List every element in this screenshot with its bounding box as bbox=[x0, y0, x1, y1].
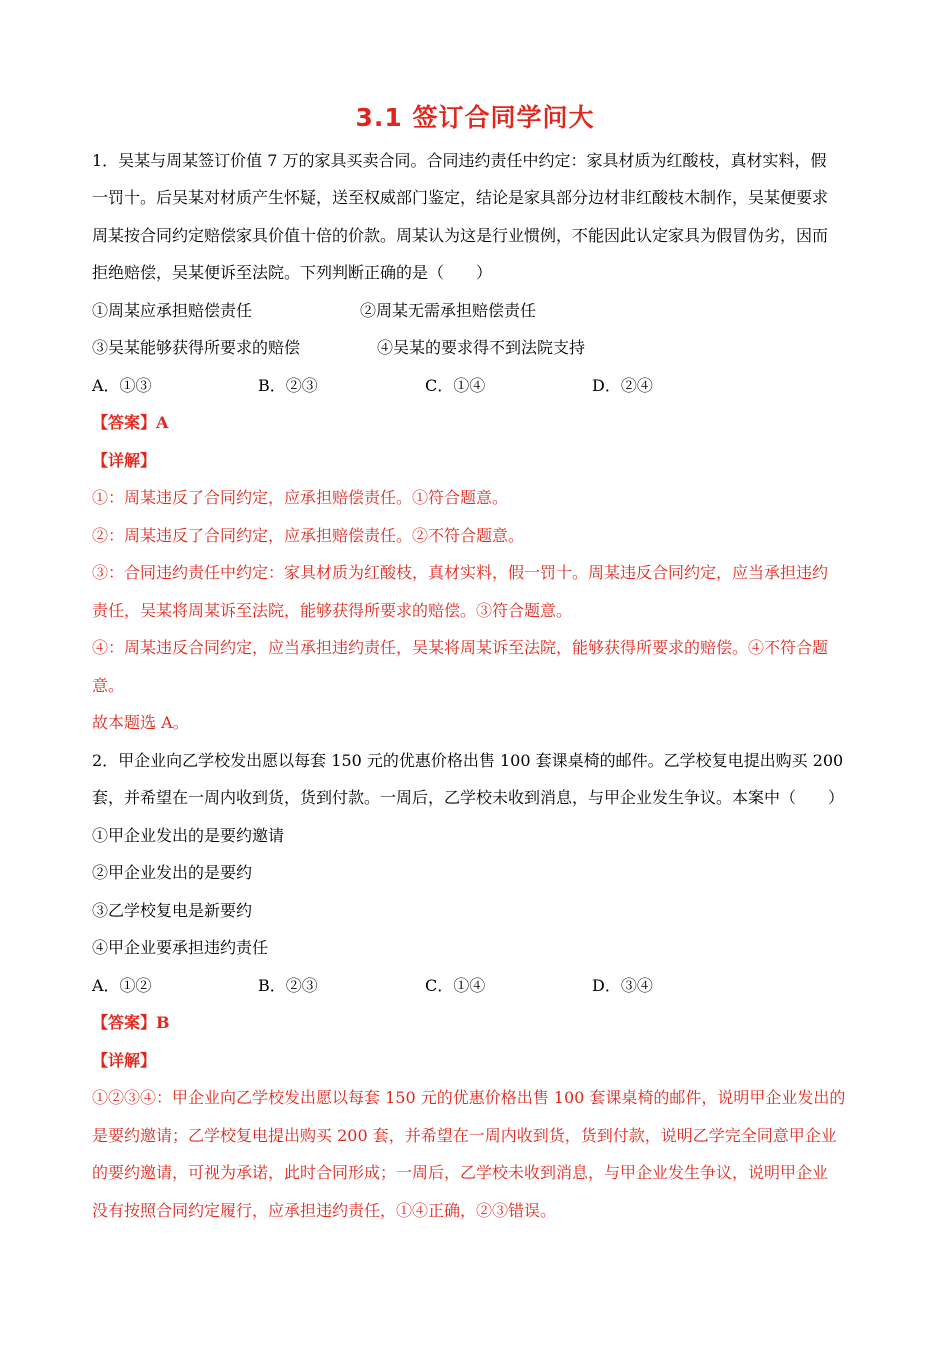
q2-choice-c: C．①④ bbox=[425, 976, 486, 995]
q2-stem-line: 套，并希望在一周内收到货，货到付款。一周后，乙学校未收到消息，与甲企业发生争议。本案中（ ） bbox=[92, 788, 845, 807]
q1-conclusion: 故本题选 A。 bbox=[92, 713, 189, 732]
q1-detail-line: ③：合同违约责任中约定：家具材质为红酸枝，真材实料，假一罚十。周某违反合同约定，应当承担违约 bbox=[92, 563, 829, 582]
q2-detail-label: 【详解】 bbox=[92, 1051, 157, 1070]
q1-detail-line: 责任，吴某将周某诉至法院，能够获得所要求的赔偿。③符合题意。 bbox=[92, 601, 573, 620]
q1-detail-line: ④：周某违反合同约定，应当承担违约责任，吴某将周某诉至法院，能够获得所要求的赔偿。④不符合题 bbox=[92, 638, 829, 657]
q2-statement-1: ①甲企业发出的是要约邀请 bbox=[92, 826, 285, 845]
q1-stem-line: 一罚十。后吴某对材质产生怀疑，送至权威部门鉴定，结论是家具部分边材非红酸枝木制作，吴某便要求 bbox=[92, 188, 829, 207]
q2-detail-line: 没有按照合同约定履行，应承担违约责任，①④正确，②③错误。 bbox=[92, 1201, 557, 1220]
q1-choice-c: C．①④ bbox=[425, 376, 486, 395]
q1-detail-label: 【详解】 bbox=[92, 451, 157, 470]
q1-choice-a: A．①③ bbox=[92, 376, 152, 395]
q2-stem-line: 2．甲企业向乙学校发出愿以每套 150 元的优惠价格出售 100 套课桌椅的邮件。乙学校复电提出购买 200 bbox=[92, 751, 844, 770]
q1-detail-line: ①：周某违反了合同约定，应承担赔偿责任。①符合题意。 bbox=[92, 488, 509, 507]
q2-statement-3: ③乙学校复电是新要约 bbox=[92, 901, 253, 920]
q1-statement-1: ①周某应承担赔偿责任 bbox=[92, 301, 253, 320]
q2-statement-2: ②甲企业发出的是要约 bbox=[92, 863, 253, 882]
q2-choice-a: A．①② bbox=[92, 976, 152, 995]
q2-detail-line: 的要约邀请，可视为承诺，此时合同形成；一周后，乙学校未收到消息，与甲企业发生争议，说明甲企业 bbox=[92, 1163, 829, 1182]
q2-detail-line: ①②③④：甲企业向乙学校发出愿以每套 150 元的优惠价格出售 100 套课桌椅的邮件，说明甲企业发出的 bbox=[92, 1088, 846, 1107]
page-title: 3.1 签订合同学问大 bbox=[355, 103, 595, 132]
q1-detail-line: ②：周某违反了合同约定，应承担赔偿责任。②不符合题意。 bbox=[92, 526, 525, 545]
q2-choice-d: D．③④ bbox=[592, 976, 653, 995]
q1-stem-line: 1．吴某与周某签订价值 7 万的家具买卖合同。合同违约责任中约定：家具材质为红酸枝，真材实料，假 bbox=[92, 151, 827, 170]
q2-detail-line: 是要约邀请；乙学校复电提出购买 200 套，并希望在一周内收到货，货到付款，说明乙学完全同意甲企业 bbox=[92, 1126, 837, 1145]
q2-statement-4: ④甲企业要承担违约责任 bbox=[92, 938, 269, 957]
q2-answer: 【答案】B bbox=[92, 1013, 170, 1032]
q1-statement-4: ④吴某的要求得不到法院支持 bbox=[377, 338, 586, 357]
q1-detail-line: 意。 bbox=[92, 676, 125, 695]
q1-stem-line: 周某按合同约定赔偿家具价值十倍的价款。周某认为这是行业惯例，不能因此认定家具为假冒伪劣，因而 bbox=[92, 226, 829, 245]
q1-statement-3: ③吴某能够获得所要求的赔偿 bbox=[92, 338, 301, 357]
q1-choice-b: B．②③ bbox=[258, 376, 318, 395]
q1-statement-2: ②周某无需承担赔偿责任 bbox=[360, 301, 537, 320]
q1-choice-d: D．②④ bbox=[592, 376, 653, 395]
q1-stem-line: 拒绝赔偿，吴某便诉至法院。下列判断正确的是（ ） bbox=[92, 263, 493, 282]
q2-choice-b: B．②③ bbox=[258, 976, 318, 995]
q1-answer: 【答案】A bbox=[92, 413, 169, 432]
